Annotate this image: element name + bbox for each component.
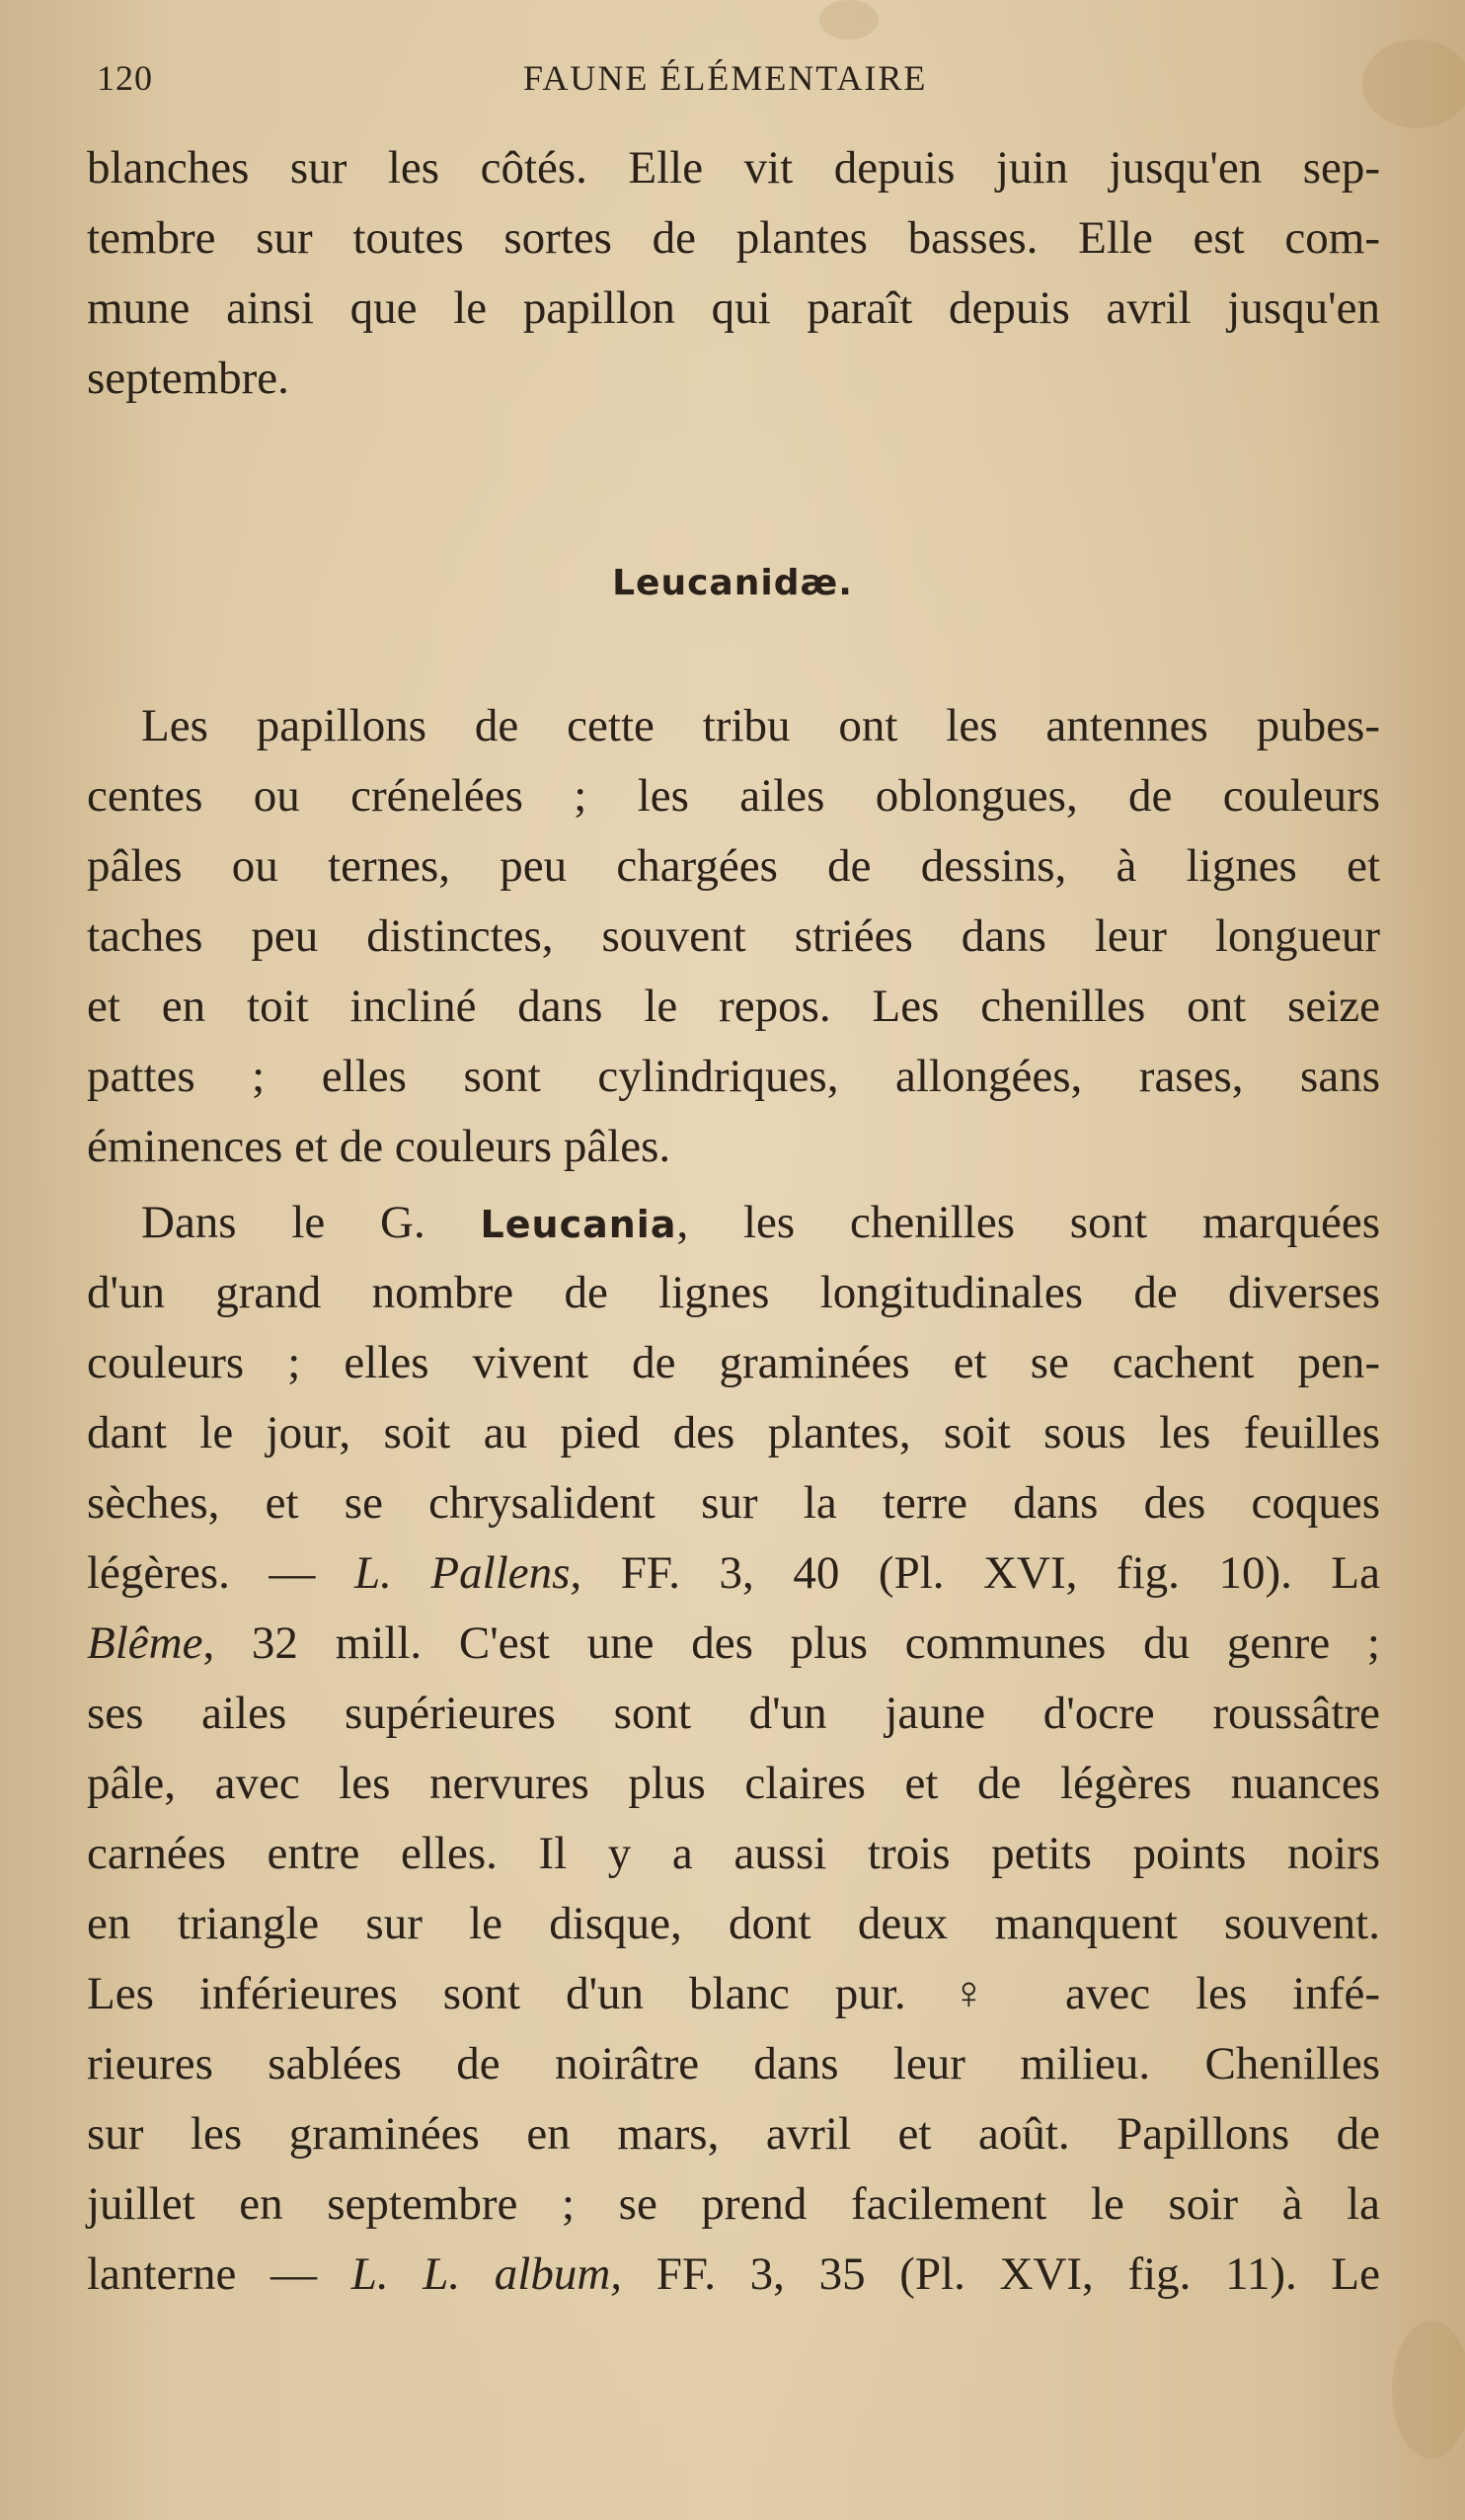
paper-stain [819,0,879,39]
text-fragment: , les chenilles sont marquées [676,1197,1380,1248]
text-line [87,1609,1380,1679]
text-fragment: FF. 3, 35 (Pl. XVI, fig. 11). Le [622,2248,1380,2300]
text-line: rieures sablées de noirâtre dans leur milieu. Chenilles [87,2038,1380,2089]
text-line: dant le jour, soit au pied des plantes, soit sous les feuilles [87,1407,1380,1458]
genus-leucania-paragraph [87,1188,1380,2310]
genus-name: Leucania [480,1203,677,1246]
section-heading: Leucanidæ. [612,563,853,603]
text-fragment: légères. — [87,1547,354,1599]
text-line: tembre sur toutes sortes de plantes basses. Elle est com- [87,212,1380,264]
text-line: carnées entre elles. Il y a aussi trois petits points noirs [87,1828,1380,1879]
text-line: blanches sur les côtés. Elle vit depuis juin jusqu'en sep- [87,142,1380,194]
text-line [87,1538,1380,1609]
text-line: couleurs ; elles vivent de graminées et se cachent pen- [87,1337,1380,1388]
text-line: mune ainsi que le papillon qui paraît depuis avril jusqu'en [87,282,1380,334]
species-name: L. Pallens, [353,1547,582,1599]
text-line: sur les graminées en mars, avril et août. Papillons de [87,2108,1380,2160]
text-line: Les inférieures sont d'un blanc pur. ♀ avec les infé- [87,1968,1380,2019]
text-fragment: FF. 3, 40 (Pl. XVI, fig. 10). La [581,1547,1380,1599]
text-line: éminences et de couleurs pâles. [87,1121,671,1172]
text-line: pâles ou ternes, peu chargées de dessins, à lignes et [87,840,1380,892]
tribe-description-paragraph [87,691,1380,1182]
text-line [87,1188,1380,1258]
text-line: centes ou crénelées ; les ailes oblongues, de couleurs [87,770,1380,822]
text-line: juillet en septembre ; se prend facilement le soir à la [87,2178,1380,2230]
text-line: taches peu distinctes, souvent striées dans leur longueur [87,910,1380,962]
text-fragment: Dans le G. [141,1197,425,1248]
text-line: pâle, avec les nervures plus claires et de légères nuances [87,1758,1380,1809]
paper-stain [1392,2321,1465,2459]
text-fragment: , 32 mill. C'est une des plus communes du genre ; [202,1617,1380,1669]
running-title: FAUNE ÉLÉMENTAIRE [523,58,928,98]
species-name: L. L. album, [350,2248,623,2300]
continuation-paragraph [87,133,1380,414]
text-line: Les papillons de cette tribu ont les antennes pubes- [141,700,1380,751]
text-line: d'un grand nombre de lignes longitudinales de diverses [87,1267,1380,1318]
page-number: 120 [97,58,153,98]
text-line: ses ailes supérieures sont d'un jaune d'ocre roussâtre [87,1688,1380,1739]
text-fragment: lanterne — [87,2248,351,2300]
text-line: en triangle sur le disque, dont deux manquent souvent. [87,1898,1380,1949]
text-line: pattes ; elles sont cylindriques, allongées, rases, sans [87,1051,1380,1102]
common-name: Blême [87,1617,203,1669]
text-line: sèches, et se chrysalident sur la terre dans des coques [87,1477,1380,1529]
page-header [97,57,1380,117]
text-line: septembre. [87,353,289,404]
text-line [87,2240,1380,2310]
text-line: et en toit incliné dans le repos. Les chenilles ont seize [87,981,1380,1032]
